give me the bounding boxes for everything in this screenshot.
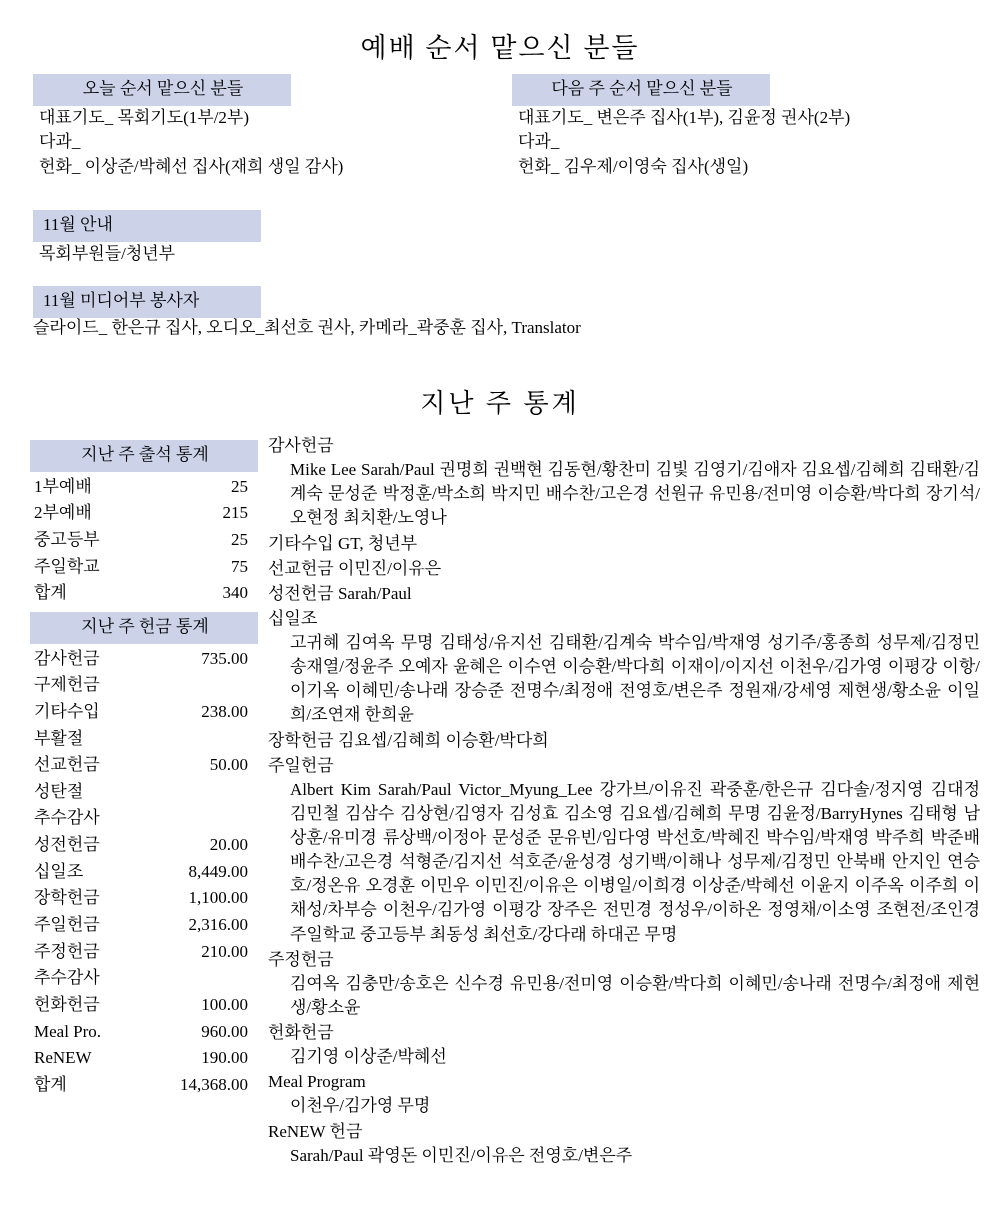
table-row (30, 1019, 262, 1046)
november-notice-block (33, 210, 261, 266)
table-row (30, 500, 262, 527)
table-row (30, 885, 262, 912)
attendance-label: 주일학교 (34, 556, 100, 576)
offering-value: 8,449.00 (188, 861, 248, 881)
table-row (30, 805, 262, 832)
page-title: 예배 순서 맡으신 분들 (360, 33, 640, 63)
table-row (30, 699, 262, 726)
offering-stats-header: 지난 주 헌금 통계 (30, 612, 258, 644)
attendance-value: 215 (222, 503, 248, 523)
offering-table (30, 646, 262, 1099)
next-week-servers-block (512, 74, 972, 180)
table-row (30, 912, 262, 939)
attendance-stats-header: 지난 주 출석 통계 (30, 440, 258, 472)
detail-group (268, 582, 980, 606)
offering-label: ReNEW (34, 1048, 92, 1068)
today-servers-line: 헌화_ 이상준/박혜선 집사(재희 생일 감사) (39, 156, 344, 176)
detail-heading: Meal Program (268, 1072, 366, 1092)
table-row (30, 832, 262, 859)
next-week-servers-line: 헌화_ 김우제/이영숙 집사(생일) (518, 156, 749, 176)
table-row (30, 859, 262, 886)
offering-value (138, 779, 262, 806)
table-row (30, 939, 262, 966)
offering-value: 100.00 (201, 994, 248, 1014)
offering-label: 성전헌금 (34, 835, 100, 855)
detail-group (268, 1070, 980, 1118)
statistics-title: 지난 주 통계 (420, 389, 580, 418)
offering-value: 735.00 (201, 648, 248, 668)
detail-heading: 십일조 (268, 608, 318, 628)
offering-value: 50.00 (209, 755, 248, 775)
table-row (30, 580, 262, 607)
table-row (30, 474, 262, 501)
table-row (30, 554, 262, 581)
attendance-value: 75 (231, 556, 248, 576)
media-volunteers-body: 슬라이드_ 한은규 집사, 오디오_최선호 권사, 카메라_곽중훈 집사, Translator (33, 318, 581, 337)
table-row (30, 726, 262, 753)
table-row (30, 965, 262, 992)
table-row (30, 779, 262, 806)
table-row (30, 646, 262, 673)
detail-names: 김기영 이상준/박혜선 (290, 1047, 447, 1067)
detail-heading: ReNEW 헌금 (268, 1121, 363, 1141)
offering-label: 장학헌금 (34, 888, 100, 908)
detail-group (268, 607, 980, 728)
today-servers-line: 다과_ (39, 132, 81, 152)
offering-value (138, 965, 262, 992)
attendance-label: 2부예배 (34, 503, 92, 523)
next-week-servers-line: 다과_ (518, 132, 560, 152)
next-week-servers-line: 대표기도_ 변은주 집사(1부), 김윤정 권사(2부) (518, 107, 851, 127)
attendance-value: 25 (231, 476, 248, 496)
attendance-table (30, 474, 262, 607)
detail-names: Mike Lee Sarah/Paul 권명희 권백현 김동현/황찬미 김빛 김영기/김애자 김요셉/김혜희 김태환/김계숙 문성준 박정훈/박소희 박지민 배수찬/고은경 선원규 유민용/전미영 이승환/박다희 장기석/오현정 최치환/노영나 (290, 460, 980, 528)
offering-label: 부활절 (34, 728, 84, 748)
offering-label: 추수감사 (34, 808, 100, 828)
offering-label: 주일헌금 (34, 915, 100, 935)
today-servers-block (33, 74, 493, 180)
table-row (30, 1045, 262, 1072)
attendance-label: 1부예배 (34, 476, 92, 496)
detail-heading: 기타수입 GT, 청년부 (268, 533, 418, 553)
offering-label: 선교헌금 (34, 755, 100, 775)
offering-value (138, 726, 262, 753)
detail-heading: 장학헌금 김요셉/김혜희 이승환/박다희 (268, 730, 549, 750)
table-row (30, 1072, 262, 1099)
detail-heading: 주정헌금 (268, 949, 334, 969)
offering-label: 성탄절 (34, 781, 84, 801)
offering-detail-list (268, 434, 980, 1169)
detail-group (268, 754, 980, 947)
detail-group (268, 532, 980, 556)
offering-label: Meal Pro. (34, 1021, 102, 1041)
november-notice-header: 11월 안내 (33, 210, 261, 242)
attendance-label: 합계 (34, 583, 67, 603)
detail-group (268, 1021, 980, 1069)
offering-label: 십일조 (34, 861, 84, 881)
attendance-label: 중고등부 (34, 529, 100, 549)
offering-value (138, 672, 262, 699)
offering-value: 238.00 (201, 701, 248, 721)
detail-heading: 헌화헌금 (268, 1023, 334, 1042)
detail-names: 고귀혜 김여옥 무명 김태성/유지선 김태환/김계숙 박수임/박재영 성기주/홍종희 성무제/김정민 송재열/정윤주 오예자 윤혜은 이수연 이승환/박다희 이재이/이지선 이천우/김가영 이평강 이항/이기옥 이혜민/송나래 장승준 전명수/최정애 전영호/변은주 정원재/강세영 제현생/황소윤 이일희/조연재 한희윤 (290, 633, 980, 725)
offering-label: 합계 (34, 1074, 67, 1094)
detail-group (268, 1120, 980, 1168)
offering-stats-block (30, 612, 262, 1099)
detail-heading: 성전헌금 Sarah/Paul (268, 583, 412, 603)
offering-label: 헌화헌금 (34, 994, 100, 1014)
attendance-stats-block (30, 440, 262, 607)
offering-label: 주정헌금 (34, 941, 100, 961)
offering-value (138, 805, 262, 832)
media-volunteers-header: 11월 미디어부 봉사자 (33, 286, 261, 318)
detail-group (268, 434, 980, 531)
offering-value: 20.00 (209, 835, 248, 855)
attendance-value: 340 (222, 583, 248, 603)
detail-heading: 감사헌금 (268, 436, 334, 455)
table-row (30, 527, 262, 554)
detail-group (268, 729, 980, 753)
detail-names: 이천우/김가영 무명 (290, 1096, 431, 1116)
offering-label: 추수감사 (34, 968, 100, 988)
offering-label: 감사헌금 (34, 648, 100, 668)
offering-value: 14,368.00 (180, 1074, 248, 1094)
offering-value: 210.00 (201, 941, 248, 961)
offering-value: 960.00 (201, 1021, 248, 1041)
next-week-servers-header: 다음 주 순서 맡으신 분들 (512, 74, 770, 106)
today-servers-line: 대표기도_ 목회기도(1부/2부) (39, 107, 250, 127)
table-row (30, 752, 262, 779)
detail-names: Albert Kim Sarah/Paul Victor_Myung_Lee 강가브/이유진 곽중훈/한은규 김다솔/정지영 김대정 김민철 김삼수 김상현/김영자 김성효 김소영 김요셉/김혜희 무명 김윤정/BarryHynes 김태형 남상훈/유미경 류상백/이정아 문성준 문유빈/임다영 박선호/박혜진 박수임/박재영 박주희 박준배 배수찬/고은경 석형준/김지선 석호준/윤성경 성기백/이해나 성무제/김정민 안북배 안지인 연승호/정온유 오경훈 이민우 이민진/이유은 이병일/이희경 이상준/박혜선 이윤지 이주옥 이주희 이채성/차부승 이천우/김가영 이평강 장주은 전민경 정성우/이하온 정영채/이소영 조현전/조인경 주일학교 중고등부 최동성 최선호/강다래 하대곤 무명 (290, 779, 980, 944)
detail-names: 김여옥 김충만/송호은 신수경 유민용/전미영 이승환/박다희 이혜민/송나래 전명수/최정애 제현생/황소윤 (290, 973, 980, 1017)
offering-value: 1,100.00 (188, 888, 248, 908)
detail-names: Sarah/Paul 곽영돈 이민진/이유은 전영호/변은주 (290, 1145, 633, 1165)
attendance-value: 25 (231, 529, 248, 549)
table-row (30, 672, 262, 699)
detail-group (268, 557, 980, 581)
detail-heading: 선교헌금 이민진/이유은 (268, 558, 442, 578)
offering-label: 구제헌금 (34, 675, 100, 695)
offering-value: 2,316.00 (188, 915, 248, 935)
november-notice-body: 목회부원들/청년부 (39, 243, 176, 263)
table-row (30, 992, 262, 1019)
offering-value: 190.00 (201, 1048, 248, 1068)
detail-group (268, 948, 980, 1020)
detail-heading: 주일헌금 (268, 755, 334, 775)
today-servers-header: 오늘 순서 맡으신 분들 (33, 74, 291, 106)
offering-label: 기타수입 (34, 701, 100, 721)
